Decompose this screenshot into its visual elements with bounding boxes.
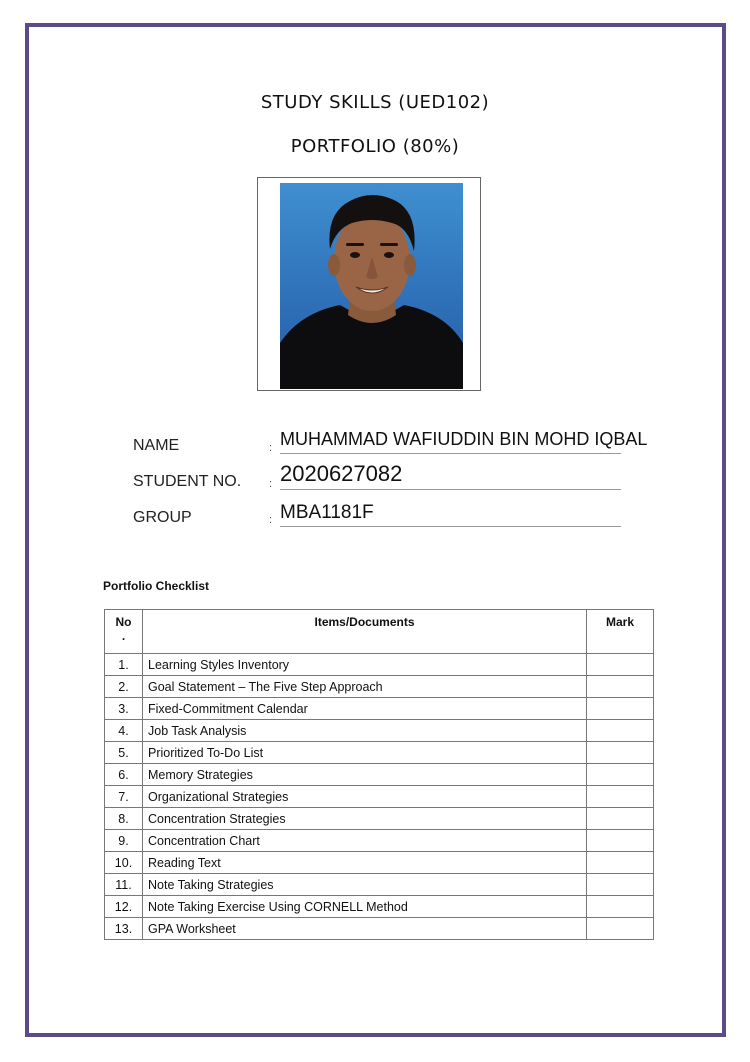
table-row — [105, 874, 654, 896]
name-label: NAME — [133, 437, 180, 454]
row-mark — [587, 786, 654, 808]
row-item: Goal Statement – The Five Step Approach — [143, 676, 587, 698]
student-no-value: 2020627082 — [280, 461, 403, 486]
row-item: Reading Text — [143, 852, 587, 874]
row-mark — [587, 676, 654, 698]
row-mark — [587, 698, 654, 720]
row-mark — [587, 742, 654, 764]
table-row — [105, 676, 654, 698]
column-header-no — [105, 610, 143, 654]
row-number: 10. — [105, 852, 143, 874]
column-header-items: Items/Documents — [143, 610, 587, 654]
table-row — [105, 698, 654, 720]
portfolio-checklist-table — [104, 609, 654, 940]
table-row — [105, 720, 654, 742]
row-number: 4. — [105, 720, 143, 742]
checklist-title: Portfolio Checklist — [103, 579, 210, 593]
row-number: 13. — [105, 918, 143, 940]
column-header-no-dot: . — [121, 629, 126, 643]
row-mark — [587, 874, 654, 896]
row-item: Organizational Strategies — [143, 786, 587, 808]
table-row — [105, 654, 654, 676]
column-header-mark: Mark — [587, 610, 654, 654]
row-item: Fixed-Commitment Calendar — [143, 698, 587, 720]
row-number: 12. — [105, 896, 143, 918]
name-value: MUHAMMAD WAFIUDDIN BIN MOHD IQBAL — [280, 429, 648, 449]
row-mark — [587, 918, 654, 940]
row-item: Job Task Analysis — [143, 720, 587, 742]
row-item: Note Taking Strategies — [143, 874, 587, 896]
row-item: Concentration Chart — [143, 830, 587, 852]
student-no-colon: : — [269, 478, 273, 490]
group-label: GROUP — [133, 509, 192, 526]
portfolio-title: PORTFOLIO (80%) — [290, 136, 460, 157]
student-portrait-image — [280, 183, 463, 389]
row-number: 8. — [105, 808, 143, 830]
row-item: Prioritized To-Do List — [143, 742, 587, 764]
table-row — [105, 896, 654, 918]
student-no-label: STUDENT NO. — [133, 473, 242, 490]
column-header-no-text: No — [115, 615, 132, 629]
table-row — [105, 742, 654, 764]
course-title: STUDY SKILLS (UED102) — [260, 92, 490, 113]
row-item: Learning Styles Inventory — [143, 654, 587, 676]
row-mark — [587, 896, 654, 918]
table-row — [105, 786, 654, 808]
row-number: 11. — [105, 874, 143, 896]
group-colon: : — [269, 514, 273, 526]
group-underline — [280, 526, 621, 527]
table-header-row — [105, 610, 654, 654]
row-mark — [587, 654, 654, 676]
row-item: Concentration Strategies — [143, 808, 587, 830]
row-number: 2. — [105, 676, 143, 698]
row-number: 9. — [105, 830, 143, 852]
student-photo — [280, 183, 463, 389]
table-row — [105, 918, 654, 940]
row-mark — [587, 808, 654, 830]
name-colon: : — [269, 442, 273, 454]
table-row — [105, 830, 654, 852]
table-row — [105, 764, 654, 786]
row-mark — [587, 852, 654, 874]
row-mark — [587, 764, 654, 786]
group-value: MBA1181F — [280, 502, 374, 523]
table-row — [105, 852, 654, 874]
student-photo-frame — [257, 177, 481, 391]
row-number: 3. — [105, 698, 143, 720]
row-item: Note Taking Exercise Using CORNELL Method — [143, 896, 587, 918]
row-number: 1. — [105, 654, 143, 676]
row-item: GPA Worksheet — [143, 918, 587, 940]
row-number: 5. — [105, 742, 143, 764]
name-underline — [280, 453, 621, 454]
row-mark — [587, 720, 654, 742]
student-no-underline — [280, 489, 621, 490]
row-item: Memory Strategies — [143, 764, 587, 786]
row-number: 6. — [105, 764, 143, 786]
row-mark — [587, 830, 654, 852]
row-number: 7. — [105, 786, 143, 808]
table-row — [105, 808, 654, 830]
